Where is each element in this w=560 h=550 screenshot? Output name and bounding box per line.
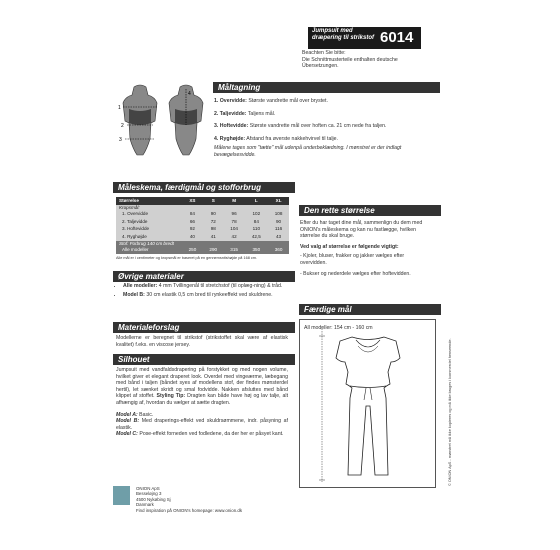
maaltagning-item (214, 98, 438, 105)
table-header-cell: XS (189, 198, 196, 203)
svg-text:2: 2 (121, 123, 124, 129)
rette-storrelse-subhead: Ved valg af størrelse er følgende vigtigt: (300, 243, 399, 250)
maaltagning-item-label: 1. Overvidde: (214, 98, 247, 104)
table-cell: 110 (252, 226, 260, 232)
table-header-cell: XL (275, 198, 282, 203)
model-label: Model B: (116, 418, 140, 425)
ovrige-item-label: Alle modeller: (123, 283, 158, 289)
table-row-label: 3. Hoftevidde (122, 226, 150, 232)
ovrige-item-label: Model B: (123, 291, 145, 298)
measurement-table-wrap (116, 197, 289, 261)
rette-storrelse-text: Efter du har taget dine mål, sammenlign du dem med ONION's måleskema og kan nu fastlægge, hvilken størrelse du skal bruge. (300, 220, 423, 240)
model-text: Basic. (139, 411, 154, 418)
table-cell: 42 (231, 233, 237, 239)
table-header-cell: Størrelse (119, 198, 139, 203)
silhouet-text (116, 367, 288, 407)
table-cell: 315 (230, 247, 238, 253)
footer-country: Danmark (136, 502, 154, 508)
table-cell: 42,5 (251, 233, 261, 239)
svg-text:1: 1 (118, 105, 121, 111)
faerdige-header: Færdige mål (299, 304, 441, 315)
maaleskema-header: Måleskema, færdigmål og stofforbrug (113, 182, 295, 193)
model-item (116, 431, 288, 438)
maaltagning-item-text: Største vandrette mål over hoften ca. 21 cm nede fra taljen. (249, 123, 387, 130)
rette-storrelse-item-text: Kjoler, bluser, frakker og jakker vælges efter overvidden. (300, 253, 405, 266)
table-cell: 116 (274, 226, 283, 232)
maaltagning-item-label: 3. Hoftevidde: (214, 123, 249, 130)
measurement-table (116, 197, 289, 254)
maaltagning-item (214, 136, 438, 143)
table-cell: 108 (274, 211, 283, 217)
table-cell: 102 (252, 211, 261, 217)
silhouet-description: Jumpsuit med vandfaldsdrapering på forstykket og med nogen volume, hvilket giver et elegant draperet look. Overdel med vingeærme, læbegang med bånd i taljen (båndet syes af modellens stof, der findes mønsterdel hertil), let sænket skridt og smal fodvidde. Nakken afsluttes med bånd klippet af stoffet. (116, 367, 288, 400)
svg-text:4: 4 (188, 91, 191, 97)
ovrige-list (116, 283, 288, 300)
table-cell: 43 (276, 233, 282, 239)
maaltagning-item (214, 123, 438, 130)
footer-logo (113, 486, 130, 505)
materialeforslag-text: Modellerne er beregnet til strikstof (strikstoffet skal være af elastisk kvalitet) f.eks. en viscose jersey. (116, 335, 288, 348)
maaltagning-header: Måltagning (213, 82, 440, 93)
table-footnote: Alle mål er i centimeter og kropsmål er baseret på en gennemsnitshøjde på 168 cm. (116, 255, 257, 260)
body-measurement-illustration (117, 83, 209, 179)
table-cell: 84 (253, 218, 259, 224)
model-label: Model C: (116, 431, 138, 438)
maaltagning-item-text: Største vandrette mål over brystet. (248, 98, 328, 104)
table-header-row (116, 197, 289, 205)
table-cell: 96 (231, 211, 237, 217)
title-subtitle-line2: dræpering til strikstof (312, 34, 375, 41)
table-header-cell: L (254, 198, 258, 203)
german-note-line2: Die Schnittmusterteile enthalten deutsche (302, 56, 398, 63)
table-cell: 104 (230, 226, 238, 232)
table-row-label: 1. Overvidde (122, 211, 149, 217)
table-stof-label: Stof: Forbrug 140 cm bredt (119, 240, 174, 246)
model-item (116, 418, 288, 431)
table-row (116, 233, 289, 241)
model-label: Model A: (116, 411, 138, 418)
ovrige-item (123, 292, 288, 299)
table-section-label: Kropsmål: (119, 204, 140, 210)
table-cell: 66 (189, 218, 195, 224)
table-row (116, 218, 289, 226)
maaltagning-note: Målene tages som "tætte" mål udenpå underbeklædning. I mønstret er der indlagt bevægelsesvidde. (214, 145, 402, 158)
footer-address (136, 486, 242, 513)
rette-storrelse-body (300, 220, 430, 277)
table-header-cell: M (232, 198, 237, 203)
silhouet-body (116, 367, 288, 438)
title-subtitle-line1: Jumpsuit med (312, 28, 353, 34)
ovrige-item-text: 30 cm elastik 0,5 cm bred til rynkeeffekt ved skuldrene. (146, 291, 273, 298)
pattern-number: 6014 (380, 29, 414, 46)
rette-storrelse-item: - Bukser og nederdele vælges efter hoftevidden. (300, 270, 411, 277)
maaltagning-item-label: 2. Taljevidde: (214, 110, 247, 117)
rette-storrelse-item: - Kjoler, bluser, frakker og jakker vælges efter overvidden. (300, 253, 405, 266)
german-note (302, 50, 432, 70)
ovrige-item (123, 283, 288, 290)
silhouet-header: Silhouet (113, 354, 295, 365)
footer-city: 4500 Nykøbing Sj (136, 496, 171, 502)
rette-storrelse-header: Den rette størrelse (299, 205, 441, 216)
table-header-cell: S (211, 198, 215, 203)
table-row-label: 4. Ryghøjde (122, 233, 147, 239)
ovrige-item-text: 4 mm Tvillingenål til stretchstof (til oplæg-ning) & tråd. (158, 283, 283, 289)
styling-tip-text: Dragten kan både have høj og lav talje, alt afhængig af, hvordan du vælger at sætte dragten. (116, 393, 289, 406)
german-note-line1: Beachten Sie bitte: (302, 50, 346, 56)
maaltagning-item-label: 4. Ryghøjde: (214, 135, 246, 142)
faerdige-all-models: All modeller: 154 cm - 160 cm (304, 325, 373, 331)
maaltagning-item-text: Taljens mål. (247, 110, 276, 117)
table-cell: 90 (210, 211, 216, 217)
table-cell: 41 (210, 233, 216, 239)
table-cell: 90 (276, 218, 282, 224)
table-row-label: Alle modeller (122, 247, 149, 253)
table-cell: 40 (189, 233, 195, 239)
model-text: Med draperings-effekt ved skuldrsømmene, indr. påsyning af elastik. (116, 418, 288, 431)
table-cell: 290 (209, 247, 218, 253)
styling-tip-label: Styling Tip: (156, 393, 186, 400)
copyright-note: © ONION ApS - mønstret må ikke kopieres og må ikke bruges i kommerciel henseende. (448, 338, 452, 486)
table-cell: 84 (189, 211, 195, 217)
table-cell: 250 (188, 247, 197, 253)
footer-street: Besseløjng 3 (136, 491, 162, 497)
table-row-label: 2. Taljevidde (122, 218, 148, 224)
footer-web: Find inspiration på ONION's homepage: www.onion.dk (136, 507, 243, 513)
table-row (116, 210, 289, 218)
title-subtitle (312, 28, 382, 42)
table-cell: 350 (252, 247, 261, 253)
table-row (116, 246, 289, 254)
jumpsuit-illustration (300, 320, 435, 487)
materialeforslag-header: Materialeforslag (113, 322, 295, 333)
rette-storrelse-item-text: Bukser og nederdele vælges efter hoftevidden. (303, 270, 411, 277)
measurement-figures (117, 83, 209, 179)
svg-text:3: 3 (119, 137, 122, 143)
table-cell: 92 (189, 226, 195, 232)
table-cell: 78 (231, 218, 237, 224)
table-cell: 72 (210, 218, 216, 224)
maaltagning-item-text: Afstand fra øverste nakkehvirvel til talje. (246, 135, 338, 142)
maaltagning-list (214, 98, 438, 159)
maaltagning-item (214, 111, 438, 118)
ovrige-header: Øvrige materialer (113, 271, 295, 282)
table-row (116, 225, 289, 233)
model-text: Pose-effekt forneden ved fodledene, da der her er påsyet kant. (139, 431, 284, 438)
german-note-line3: Übersetzungen. (302, 63, 339, 70)
footer-company: ONION ApS (136, 486, 160, 491)
garment-figure-box (299, 319, 436, 488)
table-cell: 360 (274, 247, 283, 253)
table-cell: 98 (210, 226, 216, 232)
